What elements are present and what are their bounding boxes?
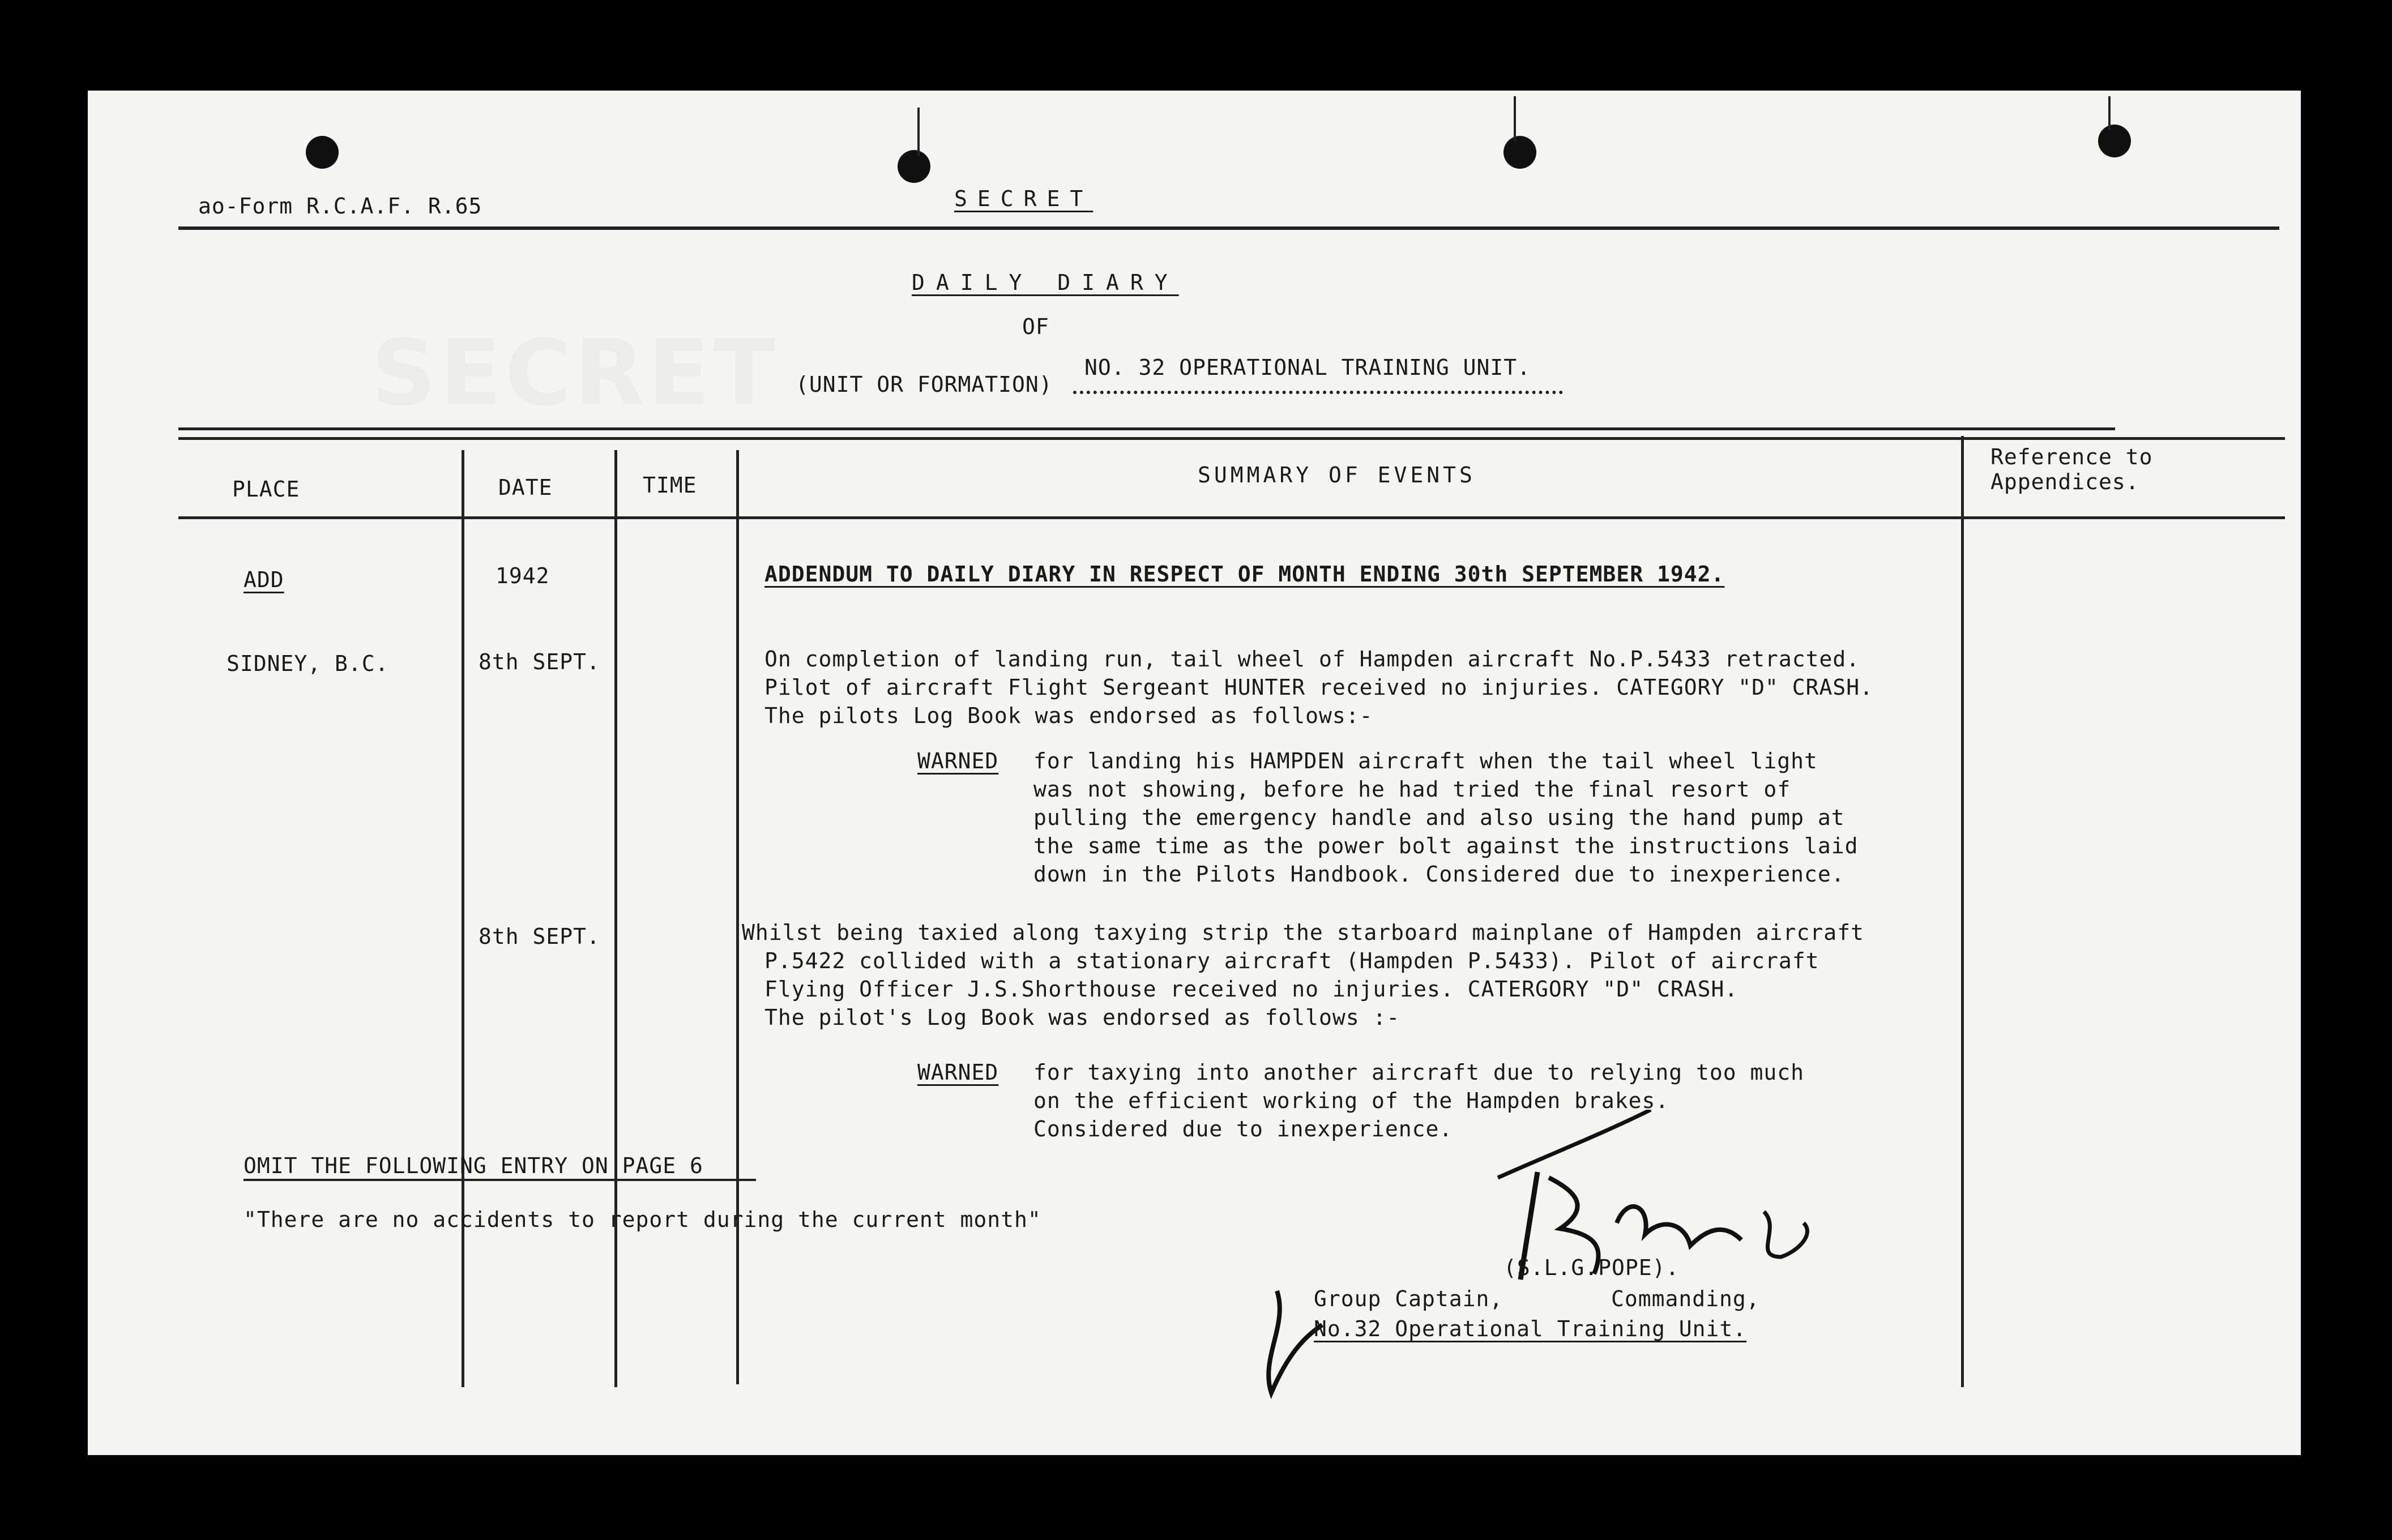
punch-hole-2 [898,150,930,183]
add-date: 1942 [496,563,550,588]
punch-hole-4 [2098,125,2131,157]
column-summary: SUMMARY OF EVENTS [1198,463,1476,487]
column-date: DATE [498,475,553,500]
entry2-warned-line: on the efficient working of the Hampden brakes. [1033,1088,1669,1113]
punch-hole-3 [1503,136,1536,169]
punch-hole-1 [306,136,339,169]
entry1-line: On completion of landing run, tail wheel of Hampden aircraft No.P.5433 retracted. [764,647,1860,671]
entry2-warned-line: Considered due to inexperience. [1033,1116,1453,1141]
entry1-warned-line: pulling the emergency handle and also using the hand pump at [1033,805,1845,830]
entry2-line: The pilot's Log Book was endorsed as follows :- [764,1005,1400,1030]
unit-dotted-line [1073,391,1563,394]
column-divider [736,450,739,1384]
unit-prefix: (UNIT OR FORMATION) [796,372,1053,397]
unit-name: NO. 32 OPERATIONAL TRAINING UNIT. [1084,355,1531,380]
column-divider [462,450,464,1387]
entry1-warned-line: was not showing, before he had tried the final resort of [1033,777,1791,802]
table-top-rule [178,427,2115,430]
signatory-unit: No.32 Operational Training Unit. [1314,1316,1747,1341]
header-rule [178,226,2279,230]
entry1-place: SIDNEY, B.C. [227,651,389,676]
tick-mark [2108,96,2111,130]
form-number: ao-Form R.C.A.F. R.65 [198,194,482,219]
entry1-warned-line: for landing his HAMPDEN aircraft when the tail wheel light [1033,748,1818,773]
entry2-warned-line: for taxying into another aircraft due to relying too much [1033,1060,1805,1085]
faded-secret-stamp: SECRET [371,320,779,426]
entry1-line: The pilots Log Book was endorsed as follows:- [764,703,1373,728]
column-divider [614,450,617,1387]
entry2-date: 8th SEPT. [479,924,600,949]
omit-heading-rule [244,1179,756,1181]
signatory-role: Commanding, [1611,1286,1760,1311]
entry1-line: Pilot of aircraft Flight Sergeant HUNTER received no injuries. CATEGORY "D" CRASH. [764,675,1873,700]
entry1-warned-label: WARNED [917,748,999,773]
omit-heading: OMIT THE FOLLOWING ENTRY ON PAGE 6 [244,1153,703,1178]
tick-mark [917,108,920,156]
column-reference: Reference to [1991,444,2153,469]
entry2-line: Flying Officer J.S.Shorthouse received no injuries. CATERGORY "D" CRASH. [764,977,1739,1002]
entry2-warned-label: WARNED [917,1060,999,1085]
add-place: ADD [244,567,284,592]
entry1-warned-line: the same time as the power bolt against the instructions laid [1033,833,1859,858]
tick-mark [1514,96,1516,142]
column-divider [1961,436,1964,1387]
handwritten-signature [1254,1110,1906,1455]
table-top-rule-2 [178,437,2285,440]
signatory-rank: Group Captain, [1314,1286,1503,1311]
diary-title: DAILY DIARY [912,270,1179,295]
signatory-name: (S.L.G.POPE). [1503,1255,1680,1280]
table-header-rule [178,516,2285,519]
entry2-line: P.5422 collided with a stationary aircraft (Hampden P.5433). Pilot of aircraft [764,948,1819,973]
column-reference-2: Appendices. [1991,469,2139,494]
diary-of: OF [1022,314,1049,339]
addendum-title: ADDENDUM TO DAILY DIARY IN RESPECT OF MONTH ENDING 30th SEPTEMBER 1942. [764,562,1725,587]
entry2-line: Whilst being taxied along taxying strip the starboard mainplane of Hampden aircraft [742,920,1864,945]
omit-text: "There are no accidents to report during the current month" [244,1207,1041,1232]
entry1-date: 8th SEPT. [479,649,600,674]
column-time: TIME [643,473,697,498]
diary-page [88,91,2301,1455]
column-place: PLACE [232,477,300,502]
entry1-warned-line: down in the Pilots Handbook. Considered due to inexperience. [1033,862,1845,887]
classification: SECRET [954,186,1094,211]
